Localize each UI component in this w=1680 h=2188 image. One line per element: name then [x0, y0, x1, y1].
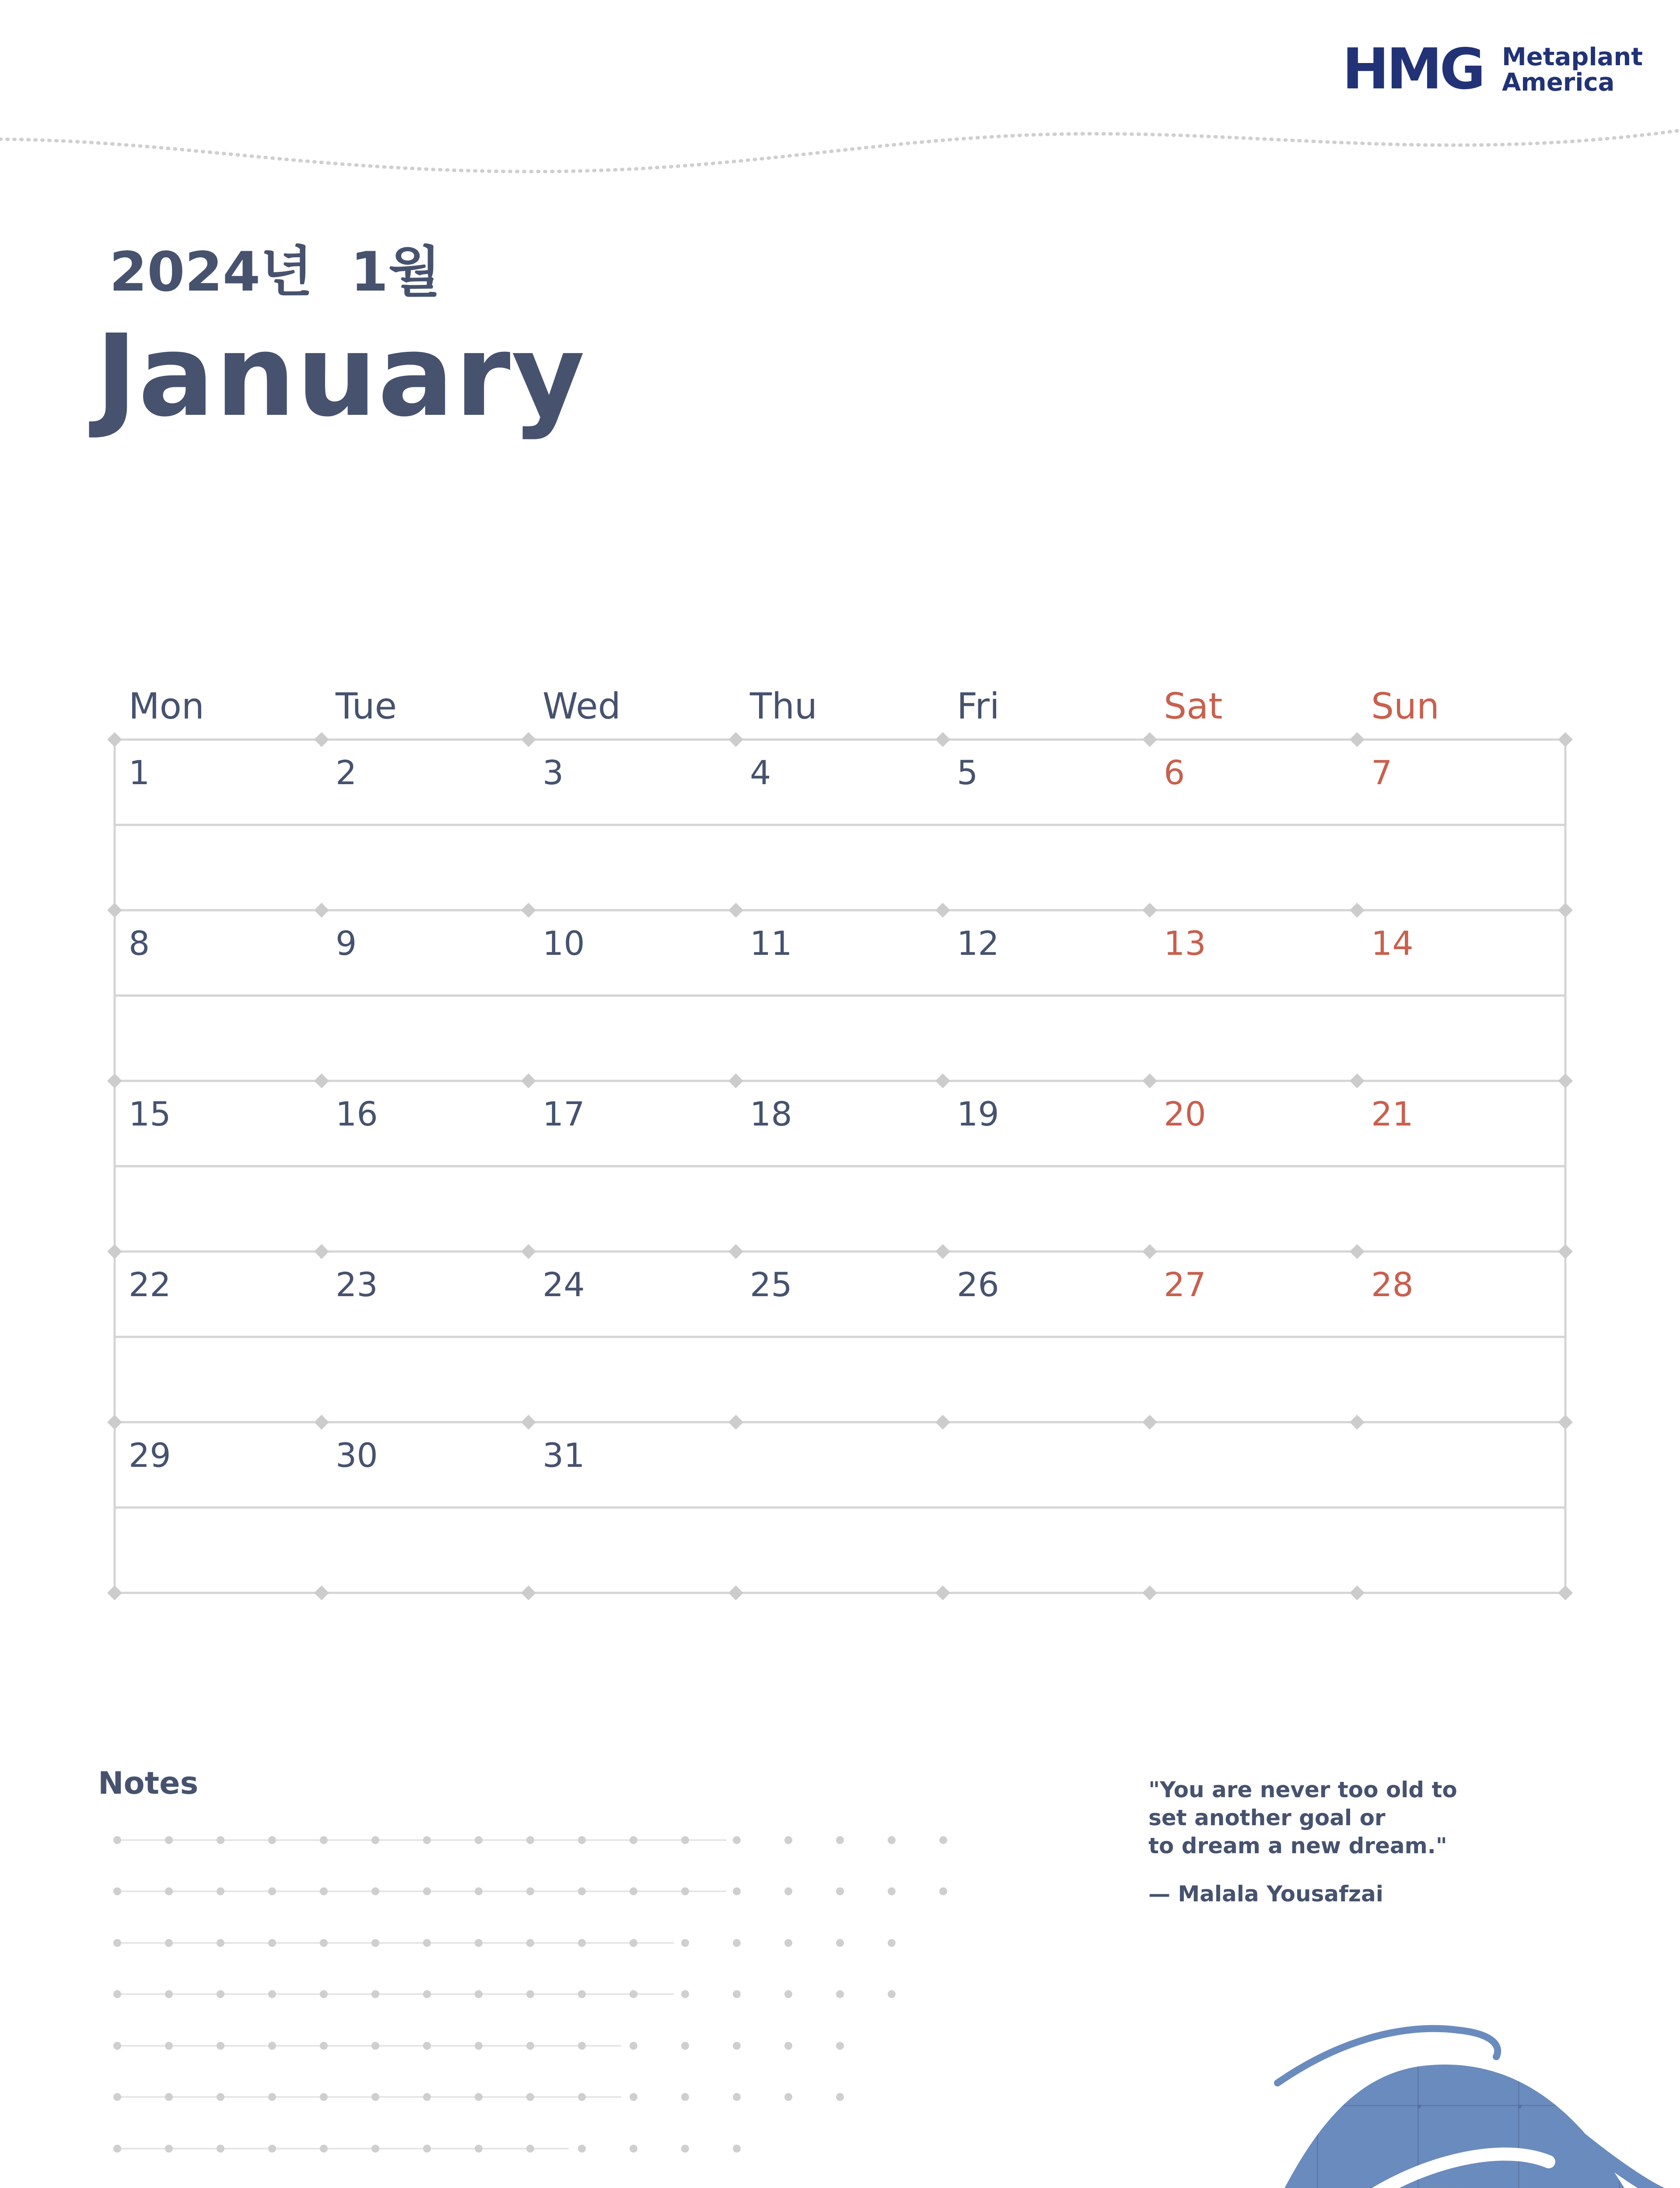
- notes-dot: [113, 1887, 121, 1895]
- notes-dot: [320, 1939, 328, 1947]
- date-cell: 16: [336, 1094, 378, 1133]
- date-cell: 15: [129, 1094, 171, 1133]
- date-cell: 29: [129, 1436, 171, 1475]
- date-cell: 18: [750, 1094, 792, 1133]
- notes-dot: [475, 1836, 483, 1844]
- date-cell: 7: [1371, 753, 1393, 792]
- notes-dot: [165, 1939, 173, 1947]
- date-cell: 11: [750, 924, 792, 963]
- notes-dot: [888, 1887, 896, 1895]
- notes-dot: [888, 1939, 896, 1947]
- notes-dot: [888, 1836, 896, 1844]
- date-cell: 19: [957, 1094, 999, 1133]
- date-cell: 22: [129, 1265, 171, 1304]
- notes-dot: [268, 1887, 276, 1895]
- notes-dot: [423, 1939, 431, 1947]
- date-cell: 10: [542, 924, 585, 963]
- quote-line: set another goal or: [1148, 1805, 1386, 1830]
- notes-dot: [268, 1939, 276, 1947]
- notes-dot: [784, 1887, 792, 1895]
- date-cell: 23: [336, 1265, 378, 1304]
- notes-dot: [526, 1887, 534, 1895]
- notes-dot: [681, 1836, 689, 1844]
- notes-dot: [320, 1836, 328, 1844]
- weekday-fri: Fri: [957, 686, 1000, 727]
- quote-author: — Malala Yousafzai: [1148, 1881, 1383, 1907]
- brand-mark: HMG: [1342, 37, 1483, 102]
- notes-dot: [681, 1939, 689, 1947]
- notes-dot: [113, 1939, 121, 1947]
- quote-block: [1148, 1776, 1542, 1908]
- notes-dot: [423, 1887, 431, 1895]
- weekday-sat: Sat: [1164, 686, 1223, 727]
- date-cell: 1: [129, 753, 150, 792]
- notes-dot: [733, 1836, 741, 1844]
- car-illustration: [0, 1995, 1680, 2188]
- notes-dot: [371, 1836, 379, 1844]
- brand-name-line2: America: [1502, 68, 1615, 97]
- date-cell: 17: [542, 1094, 585, 1133]
- date-cell: 4: [750, 753, 771, 792]
- date-cell: 20: [1164, 1094, 1206, 1133]
- notes-dot: [630, 1939, 637, 1947]
- notes-title: Notes: [98, 1765, 199, 1801]
- date-cell: 8: [129, 924, 150, 963]
- quote-line: "You are never too old to: [1148, 1777, 1457, 1802]
- brand-name-line1: Metaplant: [1502, 43, 1643, 71]
- date-cell: 14: [1371, 924, 1414, 963]
- notes-dot: [784, 1939, 792, 1947]
- notes-dot: [217, 1939, 224, 1947]
- notes-dot: [630, 1887, 637, 1895]
- notes-dot: [836, 1939, 844, 1947]
- notes-dot: [578, 1836, 586, 1844]
- date-cell: 12: [957, 924, 999, 963]
- date-cell: 24: [542, 1265, 585, 1304]
- date-cell: 28: [1371, 1265, 1414, 1304]
- date-cell: 30: [336, 1436, 378, 1475]
- notes-dot: [836, 1887, 844, 1895]
- notes-dot: [423, 1836, 431, 1844]
- notes-dot: [268, 1836, 276, 1844]
- month-title: January: [95, 310, 586, 442]
- notes-dot: [371, 1939, 379, 1947]
- notes-dot: [733, 1939, 741, 1947]
- date-cell: 13: [1164, 924, 1206, 963]
- date-cell: 31: [542, 1436, 585, 1475]
- notes-dot: [526, 1836, 534, 1844]
- blob-shape: [146, 2065, 1680, 2188]
- date-cell: 3: [542, 753, 564, 792]
- notes-dot: [475, 1939, 483, 1947]
- notes-dot: [939, 1887, 947, 1895]
- notes-dot: [165, 1887, 173, 1895]
- title-korean: 2024년 1월: [109, 241, 441, 304]
- notes-dot: [836, 1836, 844, 1844]
- date-cell: 5: [957, 753, 978, 792]
- notes-dot: [475, 1887, 483, 1895]
- notes-dot: [217, 1836, 224, 1844]
- notes-dot: [784, 1836, 792, 1844]
- weekday-sun: Sun: [1371, 686, 1439, 727]
- notes-dot: [681, 1887, 689, 1895]
- notes-dot: [733, 1887, 741, 1895]
- notes-dot: [578, 1887, 586, 1895]
- date-cell: 9: [336, 924, 357, 963]
- quote-line: to dream a new dream.": [1148, 1833, 1447, 1858]
- weekday-thu: Thu: [750, 686, 818, 727]
- notes-dot: [165, 1836, 173, 1844]
- date-cell: 26: [957, 1265, 999, 1304]
- notes-dot: [939, 1836, 947, 1844]
- date-cell: 6: [1164, 753, 1185, 792]
- notes-dot: [217, 1887, 224, 1895]
- notes-dot: [578, 1939, 586, 1947]
- weekday-mon: Mon: [129, 686, 204, 727]
- weekday-tue: Tue: [336, 686, 397, 727]
- notes-dot: [113, 1836, 121, 1844]
- notes-dot: [320, 1887, 328, 1895]
- notes-dot: [630, 1836, 637, 1844]
- date-cell: 27: [1164, 1265, 1206, 1304]
- date-cell: 2: [336, 753, 357, 792]
- notes-dot: [371, 1887, 379, 1895]
- date-cell: 25: [750, 1265, 792, 1304]
- notes-dot: [526, 1939, 534, 1947]
- date-cell: 21: [1371, 1094, 1414, 1133]
- weekday-wed: Wed: [542, 686, 621, 727]
